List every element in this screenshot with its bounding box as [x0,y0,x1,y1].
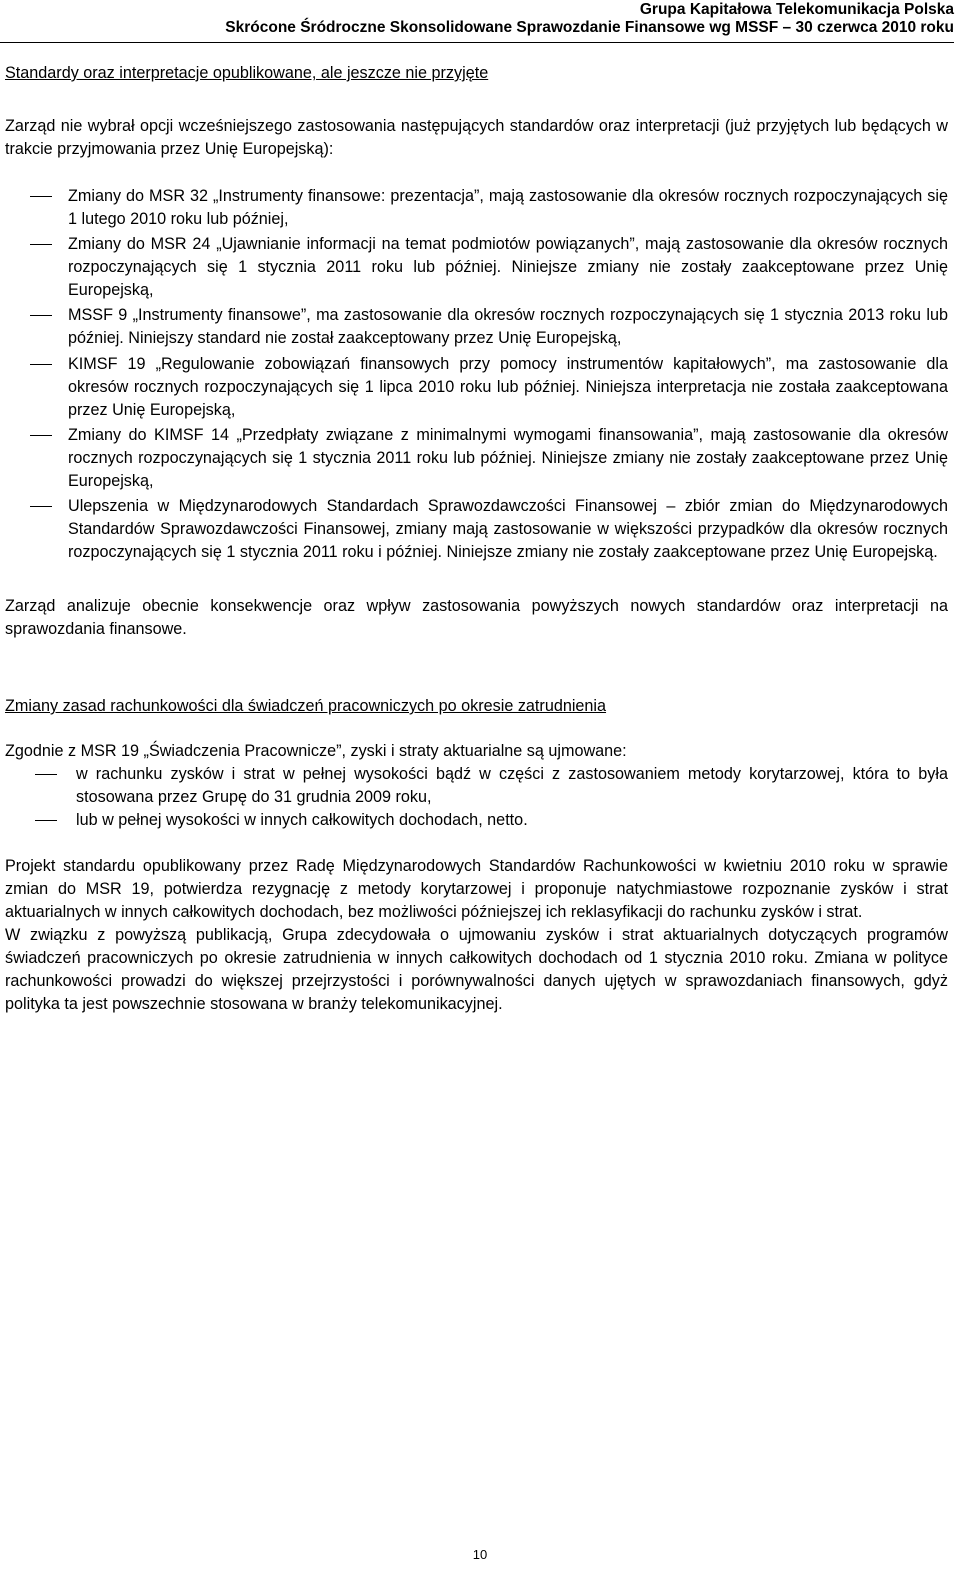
header-report-title: Skrócone Śródroczne Skonsolidowane Sprawozdanie Finansowe wg MSSF – 30 czerwca 2010 roku [225,19,954,36]
page-header [0,0,954,43]
list-item: Zmiany do MSR 32 „Instrumenty finansowe: prezentacja”, mają zastosowanie dla okresów rocznych rozpoczynających się 1 lutego 2010 roku lub później, [5,185,948,231]
paragraph-draft-standard: Projekt standardu opublikowany przez Radę Międzynarodowych Standardów Rachunkowości w kwietniu 2010 roku w sprawie zmian do MSR 19, potwierdza rezygnację z metody korytarzowej i proponuje natychmiastowe rozpoznanie zysków i strat aktuarialnych w innych całkowitych dochodach, bez możliwości późniejszej ich reklasyfikacji do rachunku zysków i strat. [5,857,948,921]
paragraph-management-analysis: Zarząd analizuje obecnie konsekwencje oraz wpływ zastosowania powyższych nowych standardów oraz interpretacji na sprawozdania finansowe. [5,597,948,638]
dash-bullet [30,364,52,365]
dash-bullet [35,774,57,775]
list-item: KIMSF 19 „Regulowanie zobowiązań finansowych przy pomocy instrumentów kapitałowych”, ma zastosowanie dla okresów rocznych rozpoczynających się 1 lipca 2010 roku lub później. Niniejsza interpretacja nie została zaakceptowana przez Unię Europejską, [5,353,948,422]
list-item: Zmiany do KIMSF 14 „Przedpłaty związane z minimalnymi wymogami finansowania”, mają zastosowanie dla okresów rocznych rozpoczynających się 1 stycznia 2011 roku lub później. Niniejsze zmiany nie zostały zaakceptowane przez Unię Europejską, [5,424,948,493]
list-item: Ulepszenia w Międzynarodowych Standardach Sprawozdawczości Finansowej – zbiór zmian do Międzynarodowych Standardów Sprawozdawczości Finansowej, zmiany mają zastosowanie w większości przypadków dla okresów rocznych rozpoczynających się 1 stycznia 2011 roku i później. Niniejsze zmiany nie zostały zaakceptowane przez Unię Europejską. [5,495,948,564]
paragraph-group-decision: W związku z powyższą publikacją, Grupa zdecydowała o ujmowaniu zysków i strat aktuarialnych dotyczących programów świadczeń pracowniczych po okresie zatrudnienia w innych całkowitych dochodach od 1 stycznia 2010 roku. Zmiana w polityce rachunkowości prowadzi do większej przejrzystości i porównywalności danych ujętych w sprawozdaniach finansowych, gdyż polityka ta jest powszechnie stosowana w branży telekomunikacyjnej. [5,926,948,1013]
standards-list [5,185,948,564]
section-heading-employee-benefits: Zmiany zasad rachunkowości dla świadczeń pracowniczych po okresie zatrudnienia [5,697,607,715]
dash-bullet [30,315,52,316]
page-content [5,62,948,1016]
list-item: MSSF 9 „Instrumenty finansowe”, ma zastosowanie dla okresów rocznych rozpoczynających się 1 stycznia 2013 roku lub później. Niniejszy standard nie został zaakceptowany przez Unię Europejską, [5,304,948,350]
header-company: Grupa Kapitałowa Telekomunikacja Polska [639,1,954,18]
list-item: lub w pełnej wysokości w innych całkowitych dochodach, netto. [5,809,948,832]
dash-bullet [30,196,52,197]
paragraph-msr19-intro: Zgodnie z MSR 19 „Świadczenia Pracownicze”, zyski i straty aktuarialne są ujmowane: [5,742,627,760]
dash-bullet [30,506,52,507]
dash-bullet [30,244,52,245]
actuarial-options-list [5,763,948,832]
list-item: Zmiany do MSR 24 „Ujawnianie informacji na temat podmiotów powiązanych”, mają zastosowanie dla okresów rocznych rozpoczynających się 1 stycznia 2011 roku lub później. Niniejsze zmiany nie zostały zaakceptowane przez Unię Europejską, [5,233,948,302]
paragraph-intro-standards: Zarząd nie wybrał opcji wcześniejszego zastosowania następujących standardów oraz interpretacji (już przyjętych lub będących w trakcie przyjmowania przez Unię Europejską): [5,117,948,158]
page-number: 10 [472,1547,488,1562]
section-heading-standards: Standardy oraz interpretacje opublikowane, ale jeszcze nie przyjęte [5,64,489,82]
dash-bullet [30,435,52,436]
dash-bullet [35,820,57,821]
list-item: w rachunku zysków i strat w pełnej wysokości bądź w części z zastosowaniem metody korytarzowej, która to była stosowana przez Grupę do 31 grudnia 2009 roku, [5,763,948,809]
